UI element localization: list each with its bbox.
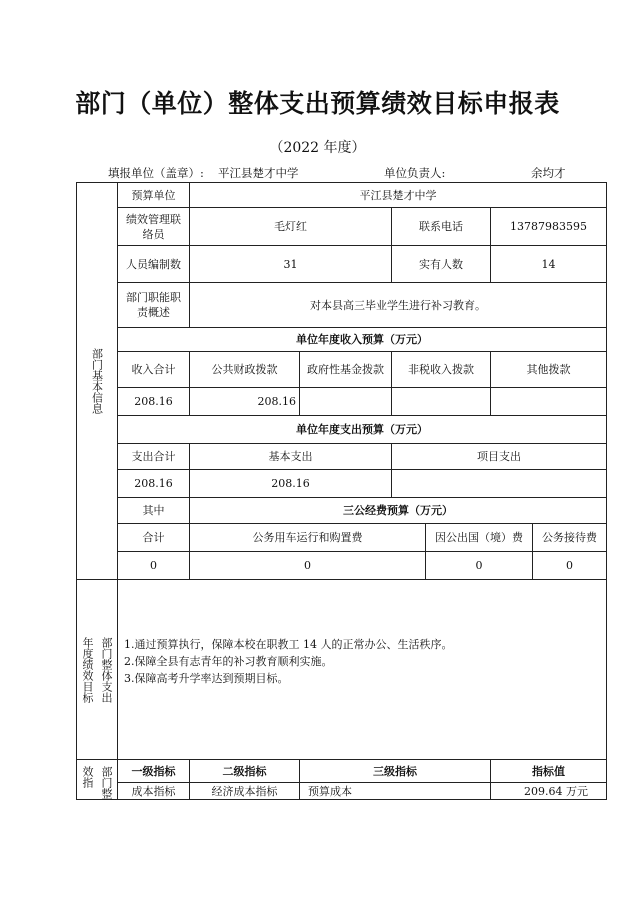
basic-info-section-text: 部门基本信息 xyxy=(90,348,104,414)
indicator-row1-value: 209.64 万元 xyxy=(491,783,607,800)
expense-basic-value: 208.16 xyxy=(190,470,392,498)
goals-sub-text: 年度绩效目标 xyxy=(81,636,94,703)
unit-head-label: 单位负责人: xyxy=(384,166,446,180)
unit-head-value: 余均才 xyxy=(531,166,566,180)
actual-staff-value: 14 xyxy=(491,246,607,283)
expense-col-project: 项目支出 xyxy=(392,444,607,470)
three-public-vehicle-value: 0 xyxy=(190,552,426,580)
three-public-col-total: 合计 xyxy=(118,524,190,552)
budget-table xyxy=(76,182,607,800)
phone-label: 联系电话 xyxy=(392,208,491,246)
indicators-sub-text: 效指 xyxy=(81,766,94,788)
income-col-non-tax: 非税收入拨款 xyxy=(392,352,491,388)
staff-quota-label: 人员编制数 xyxy=(118,246,190,283)
income-col-gov-fund: 政府性基金拨款 xyxy=(300,352,392,388)
indicators-section-label xyxy=(77,760,118,800)
three-public-col-vehicle: 公务用车运行和购置费 xyxy=(190,524,426,552)
income-public-finance-value: 208.16 xyxy=(190,388,300,416)
indicator-row1-level3: 预算成本 xyxy=(300,783,491,800)
indicator-col-level3: 三级指标 xyxy=(300,760,491,783)
goals-section-label xyxy=(77,580,118,760)
fiscal-year: （2022 年度） xyxy=(269,140,366,156)
income-col-total: 收入合计 xyxy=(118,352,190,388)
indicator-row1-level1: 成本指标 xyxy=(118,783,190,800)
expense-header: 单位年度支出预算（万元） xyxy=(118,416,607,444)
goal-item-2: 2.保障全县有志青年的补习教育顺利实施。 xyxy=(124,655,333,668)
three-public-reception-value: 0 xyxy=(533,552,607,580)
income-total-value: 208.16 xyxy=(118,388,190,416)
three-public-col-reception: 公务接待费 xyxy=(533,524,607,552)
income-col-public-finance: 公共财政拨款 xyxy=(190,352,300,388)
indicator-row1-level2: 经济成本指标 xyxy=(190,783,300,800)
among-label: 其中 xyxy=(118,498,190,524)
contact-label: 绩效管理联络员 xyxy=(118,208,190,246)
filing-unit-label: 填报单位（盖章）: xyxy=(108,166,204,180)
expense-total-value: 208.16 xyxy=(118,470,190,498)
indicators-section-text: 部门整 xyxy=(100,766,113,799)
expense-project-value xyxy=(392,470,607,498)
goal-item-1: 1.通过预算执行，保障本校在职教工 14 人的正常办公、生活秩序。 xyxy=(124,638,453,651)
three-public-overseas-value: 0 xyxy=(426,552,533,580)
income-header: 单位年度收入预算（万元） xyxy=(118,328,607,352)
indicator-col-level2: 二级指标 xyxy=(190,760,300,783)
page-title: 部门（单位）整体支出预算绩效目标申报表 xyxy=(75,89,560,118)
indicator-col-value: 指标值 xyxy=(491,760,607,783)
indicator-col-level1: 一级指标 xyxy=(118,760,190,783)
actual-staff-label: 实有人数 xyxy=(392,246,491,283)
filing-unit-value: 平江县楚才中学 xyxy=(218,166,299,180)
income-col-other: 其他拨款 xyxy=(491,352,607,388)
three-public-col-overseas: 因公出国（境）费 xyxy=(426,524,533,552)
income-non-tax-value xyxy=(392,388,491,416)
expense-col-basic: 基本支出 xyxy=(190,444,392,470)
goal-item-3: 3.保障高考升学率达到预期目标。 xyxy=(124,672,289,685)
expense-col-total: 支出合计 xyxy=(118,444,190,470)
staff-quota-value: 31 xyxy=(190,246,392,283)
budget-unit-value: 平江县楚才中学 xyxy=(190,183,607,208)
duty-value: 对本县高三毕业学生进行补习教育。 xyxy=(190,283,607,328)
three-public-header: 三公经费预算（万元） xyxy=(190,498,607,524)
income-gov-fund-value xyxy=(300,388,392,416)
three-public-total-value: 0 xyxy=(118,552,190,580)
phone-value: 13787983595 xyxy=(491,208,607,246)
goals-section-text: 部门整体支出 xyxy=(100,636,113,703)
income-other-value xyxy=(491,388,607,416)
duty-label: 部门职能职责概述 xyxy=(118,283,190,328)
contact-value: 毛灯红 xyxy=(190,208,392,246)
goals-content xyxy=(118,580,607,760)
basic-info-section-label xyxy=(77,183,118,580)
budget-unit-label: 预算单位 xyxy=(118,183,190,208)
